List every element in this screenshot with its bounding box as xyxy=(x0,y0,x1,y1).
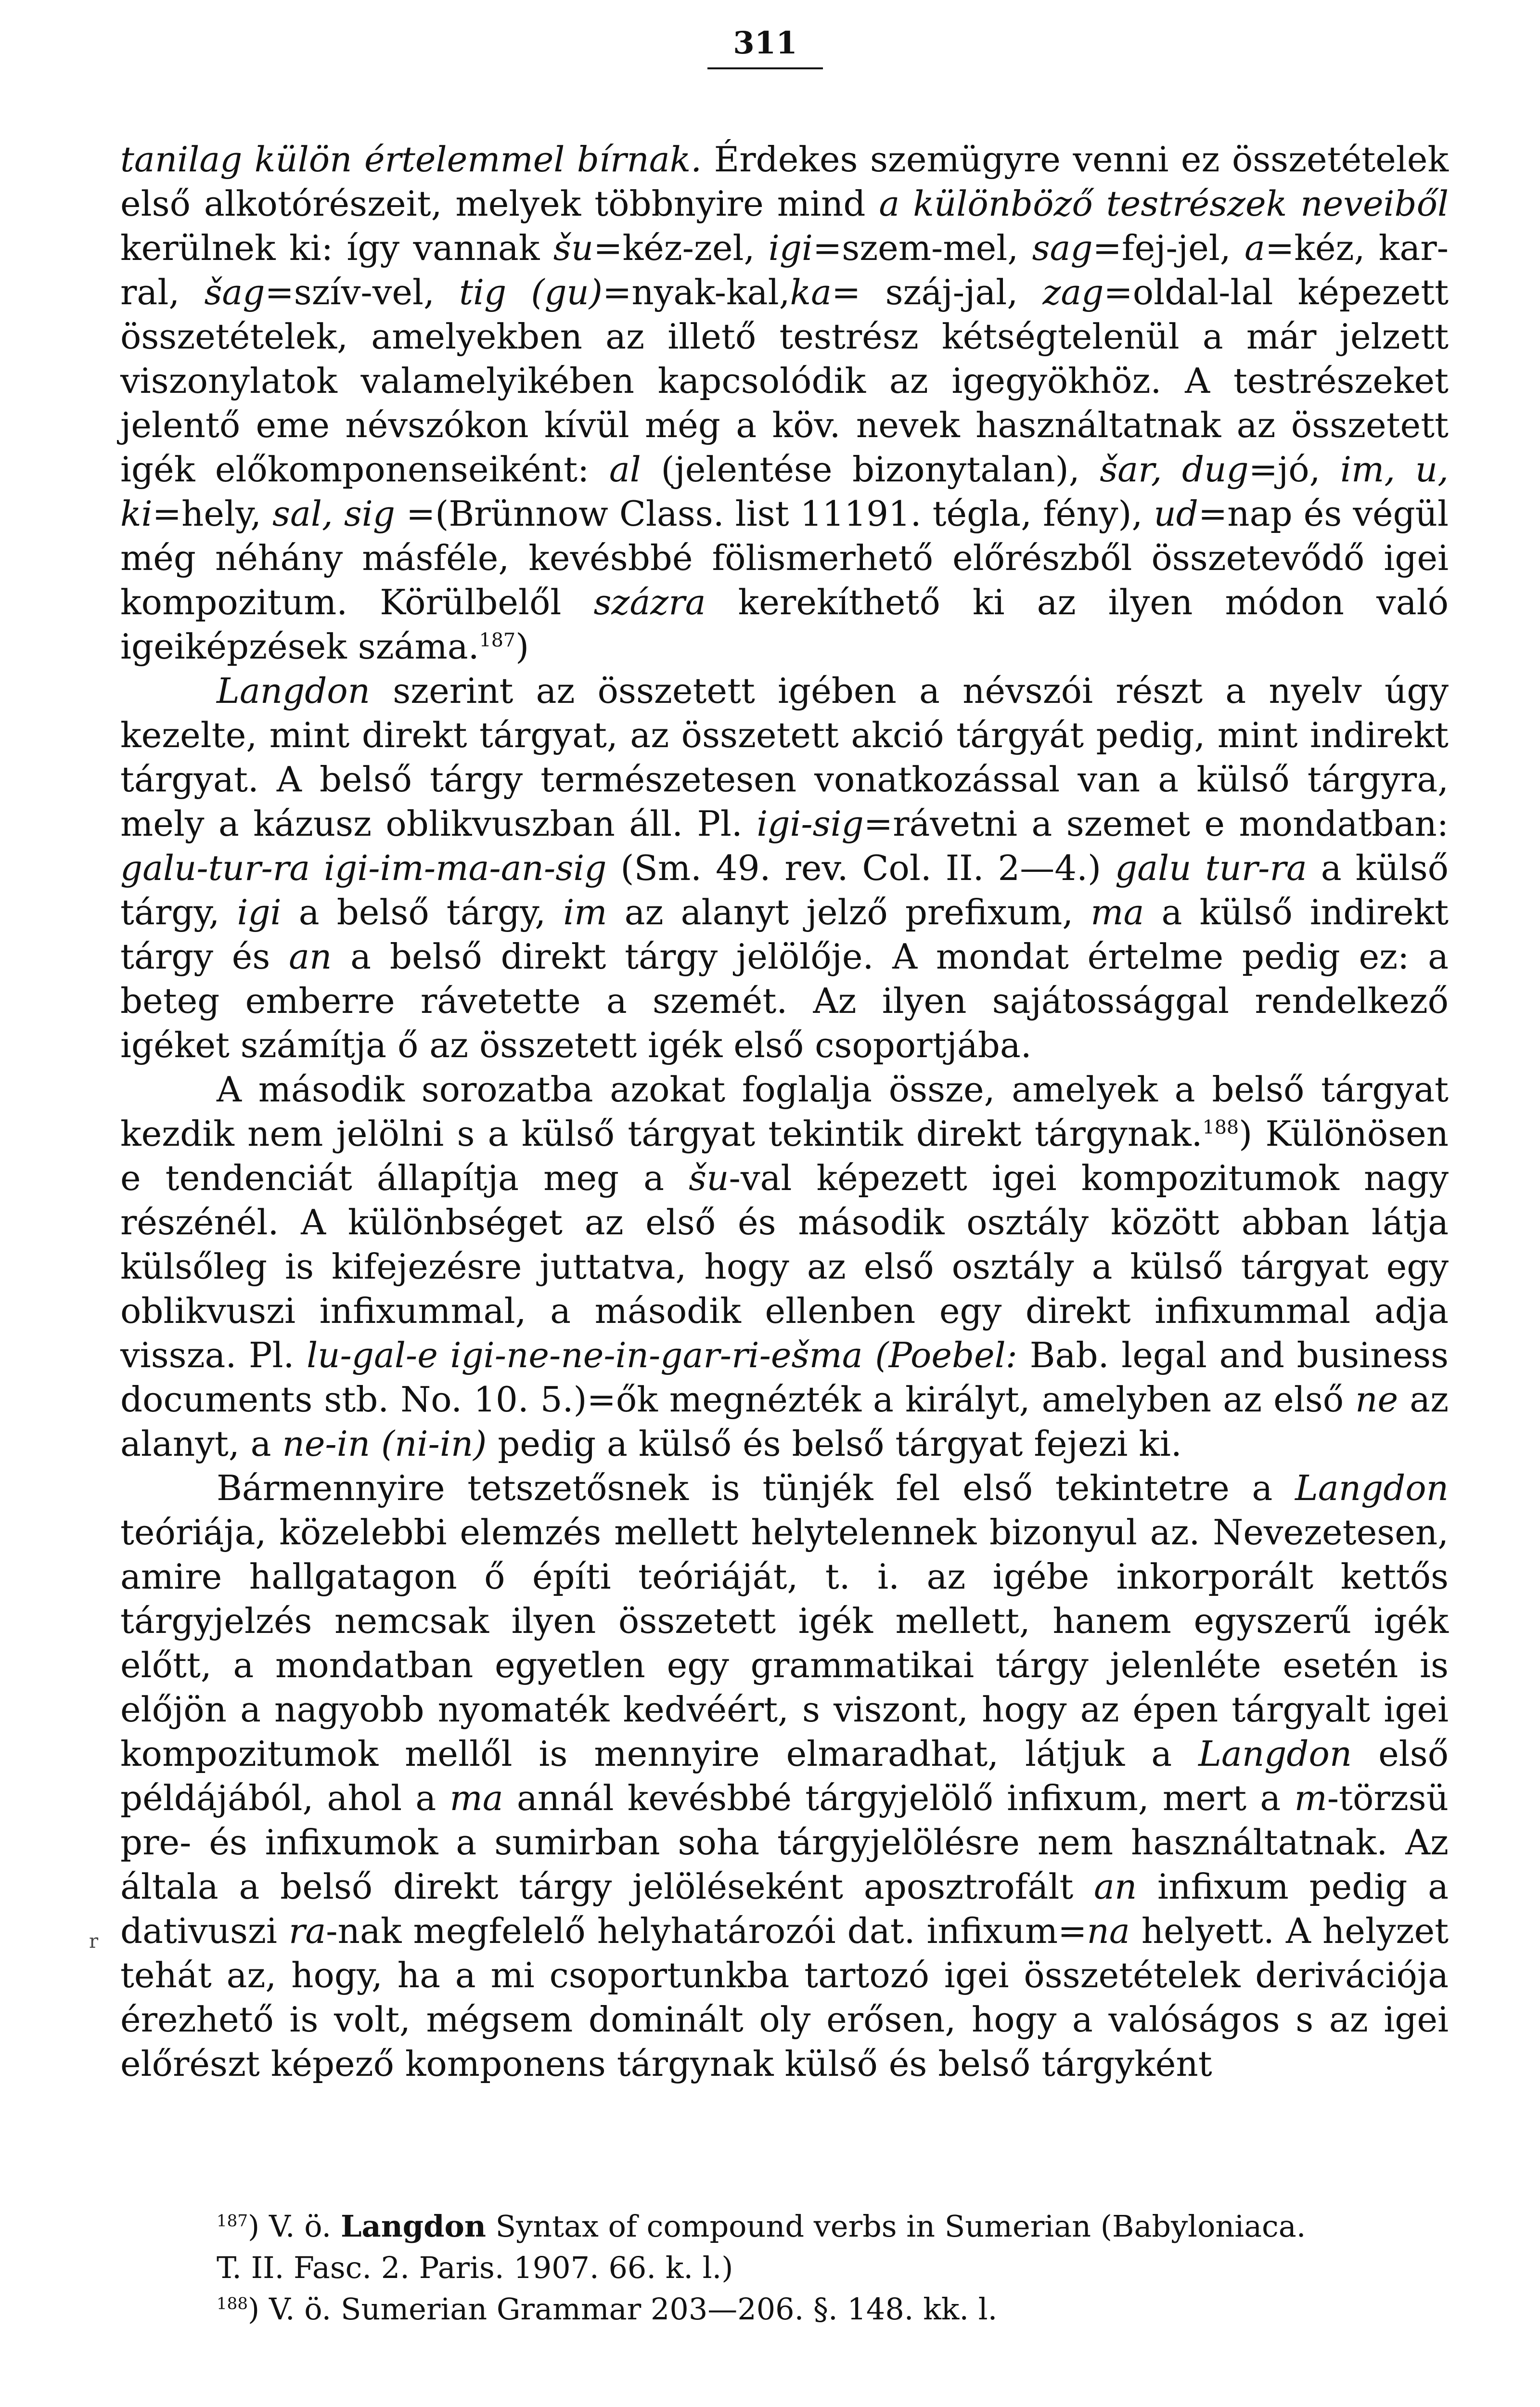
paragraph: Bármennyire tetszetősnek is tünjék fel első tekintetre a Langdon teóriája, közelebbi elemzés mellett helytelennek bizonyul az. Nevezetesen, amire hallgatagon ő építi teóriáját, t. i. az igébe inkorporált kettős tárgyjelzés nemcsak ilyen összetett igék mellett, hanem egyszerű igék előtt, a mondatban egyetlen egy grammatikai tárgy jelenléte esetén is előjön a nagyobb nyomaték kedvéért, s viszont, hogy az épen tárgyalt igei kompozitumok mellől is mennyire elmaradhat, látjuk a Langdon első példájából, ahol a ma annál kevésbbé tárgyjelölő infixum, mert a m-törzsü pre- és infixumok a sumirban soha tárgyjelölésre nem használtatnak. Az általa a belső direkt tárgy jelöléseként aposztrofált an infixum pedig a dativuszi ra-nak megfelelő helyhatározói dat. infixum=na helyett. A helyzet tehát az, hogy, ha a mi csoportunkba tartozó igei összetételek derivációja érezhető is volt, mégsem dominált oly erősen, hogy a valóságos s az igei előrészt képező komponens tárgynak külső és belső tárgyként xyxy=(120,1468,1449,2084)
paragraph: Langdon szerint az összetett igében a névszói részt a nyelv úgy kezelte, mint direkt tárgyat, az összetett akció tárgyát pedig, mint indirekt tárgyat. A belső tárgy természetesen vonatkozással van a külső tárgyra, mely a kázusz oblikvuszban áll. Pl. igi-sig=rávetni a szemet e mondatban: galu-tur-ra igi-im-ma-an-sig (Sm. 49. rev. Col. II. 2—4.) galu tur-ra a külső tárgy, igi a belső tárgy, im az alanyt jelző prefixum, ma a külső indirekt tárgy és an a belső direkt tárgy jelölője. A mondat értelme pedig ez: a beteg emberre rávetette a szemét. Az ilyen sajátossággal rendelkező igéket számítja ő az összetett igék első csoportjába. xyxy=(120,671,1449,1065)
footnote-187-continuation: T. II. Fasc. 2. Paris. 1907. 66. k. l.) xyxy=(217,2250,733,2285)
footnotes xyxy=(120,2207,1449,2331)
page-number: 311 xyxy=(707,24,823,69)
footnote-187: $^{187}$) V. ö. Langdon Syntax of compound verbs in Sumerian (Babyloniaca. xyxy=(217,2209,1306,2244)
margin-mark: r xyxy=(89,1930,99,1953)
footnote-188: $^{188}$) V. ö. Sumerian Grammar 203—206. §. 148. kk. l. xyxy=(217,2291,998,2327)
paragraph: A második sorozatba azokat foglalja össze, amelyek a belső tárgyat kezdik nem jelölni s a külső tárgyat tekintik direkt tárgynak.$^{188}$) Különösen e tendenciát állapítja meg a šu-val képezett igei kompozitumok nagy részénél. A különbséget az első és második osztály között abban látja külsőleg is kifejezésre juttatva, hogy az első osztály a külső tárgyat egy oblikvuszi infixummal, a második ellenben egy direkt infixummal adja vissza. Pl. lu-gal-e igi-ne-ne-in-gar-ri-ešma (Poebel: Bab. legal and business documents stb. No. 10. 5.)=ők megnézték a királyt, amelyben az első ne az alanyt, a ne-in (ni-in) pedig a külső és belső tárgyat fejezi ki. xyxy=(120,1069,1449,1464)
paragraph: tanilag külön értelemmel bírnak. Érdekes szemügyre venni ez összetételek első alkotórészeit, melyek többnyire mind a különböző testrészek neveiből kerülnek ki: így vannak šu=kéz-zel, igi=szem-mel, sag=fej-jel, a=kéz, kar-ral, šag=szív-vel, tig (gu)=nyak-kal,ka= száj-jal, zag=oldal-lal képezett összetételek, amelyekben az illető testrész kétségtelenül a már jelzett viszonylatok valamelyikében kapcsolódik az igegyökhöz. A testrészeket jelentő eme névszókon kívül még a köv. nevek használtatnak az összetett igék előkomponenseiként: al (jelentése bizonytalan), šar, dug=jó, im, u, ki=hely, sal, sig =(Brünnow Class. list 11191. tégla, fény), ud=nap és végül még néhány másféle, kevésbbé fölismerhető előrészből összetevődő igei kompozitum. Körülbelől százra kerekíthető ki az ilyen módon való igeiképzések száma.$^{187}$) xyxy=(120,139,1449,667)
body-text xyxy=(120,137,1449,2086)
